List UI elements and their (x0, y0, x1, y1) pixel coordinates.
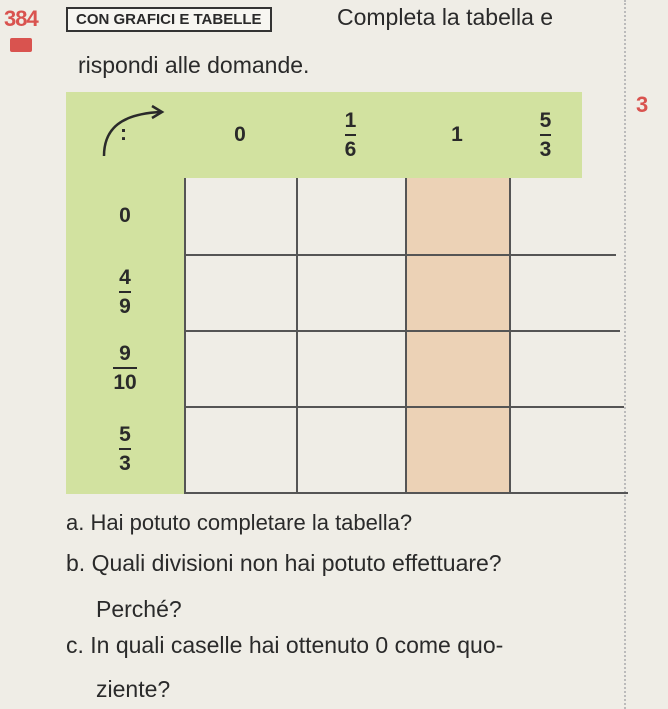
column-header: 1 (451, 123, 463, 146)
division-operator: : (120, 122, 127, 145)
row-header (66, 254, 184, 330)
question-c: c. In quali caselle hai ottenuto 0 come quo- (66, 632, 504, 658)
column-header (509, 92, 582, 178)
question-b: b. Quali divisioni non hai potuto effettuare? (66, 550, 502, 576)
highlight-column-bg (405, 178, 509, 494)
row-header: 0 (119, 204, 131, 227)
fraction: $\frac{9}{10}$ (113, 342, 137, 394)
fraction: $\frac{1}{6}$ (344, 109, 357, 161)
division-table (66, 92, 626, 494)
section-badge: CON GRAFICI E TABELLE (66, 7, 272, 32)
grid-line (184, 492, 628, 494)
curved-arrow-icon (90, 100, 170, 160)
fraction: $\frac{5}{3}$ (539, 109, 552, 161)
row-header (66, 406, 184, 492)
grid-line (184, 406, 624, 408)
grid-line (184, 254, 616, 256)
instruction-line-2: rispondi alle domande. (78, 52, 310, 78)
grid-line (184, 330, 620, 332)
question-a: a. Hai potuto completare la tabella? (66, 510, 413, 535)
grid-line (509, 178, 511, 494)
grid-line (184, 178, 186, 494)
question-b-continued: Perché? (96, 596, 182, 622)
instruction-line-1: Completa la tabella e (337, 4, 554, 30)
column-header (296, 92, 405, 178)
exercise-number: 384 (4, 6, 38, 31)
fraction: $\frac{5}{3}$ (119, 423, 131, 475)
fraction: $\frac{4}{9}$ (119, 266, 131, 318)
column-header: 0 (234, 123, 246, 146)
grid-line (405, 178, 407, 494)
operator-cell (66, 92, 184, 178)
grid-line (296, 178, 298, 494)
exercise-marker-icon (10, 38, 32, 52)
next-exercise-fragment: 3 (636, 92, 649, 117)
row-header (66, 330, 184, 406)
question-c-continued: ziente? (96, 676, 171, 702)
